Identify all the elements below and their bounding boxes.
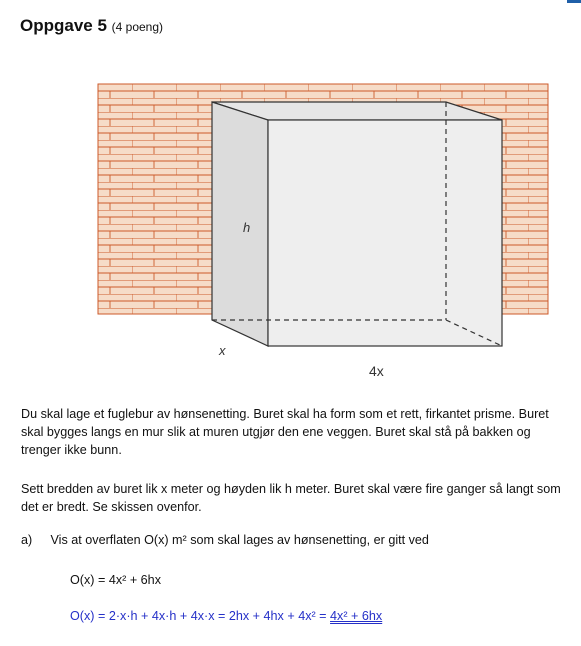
question-a-label: a) bbox=[21, 533, 33, 547]
label-x: x bbox=[219, 343, 226, 358]
task-points: (4 poeng) bbox=[111, 20, 164, 34]
paragraph-dimensions: Sett bredden av buret lik x meter og høyden lik h meter. Buret skal være fire ganger så langt som det er bredt. Se skissen ovenfor. bbox=[21, 482, 561, 514]
formula-derivation bbox=[70, 609, 382, 623]
question-a-text: Vis at overflaten O(x) m² som skal lages av hønsenetting, er gitt ved bbox=[50, 533, 429, 547]
formula-given: O(x) = 4x² + 6hx bbox=[70, 573, 161, 587]
formula-derivation-result: 4x² + 6hx bbox=[330, 609, 383, 623]
label-4x: 4x bbox=[369, 363, 384, 379]
prism-left-face bbox=[212, 102, 268, 346]
question-a bbox=[21, 533, 429, 547]
paragraph-intro: Du skal lage et fuglebur av hønsenetting. Buret skal ha form som et rett, firkantet prisme. Buret skal bygges langs en mur slik at muren utgjør den ene veggen. Buret skal stå på bakken og trenger ikke bunn. bbox=[21, 407, 549, 457]
label-h: h bbox=[243, 220, 251, 235]
task-title-text: Oppgave 5 bbox=[20, 16, 107, 35]
prism-front-face bbox=[268, 120, 502, 346]
formula-derivation-steps: O(x) = 2·x·h + 4x·h + 4x·x = 2hx + 4hx + 4x² = bbox=[70, 609, 331, 623]
